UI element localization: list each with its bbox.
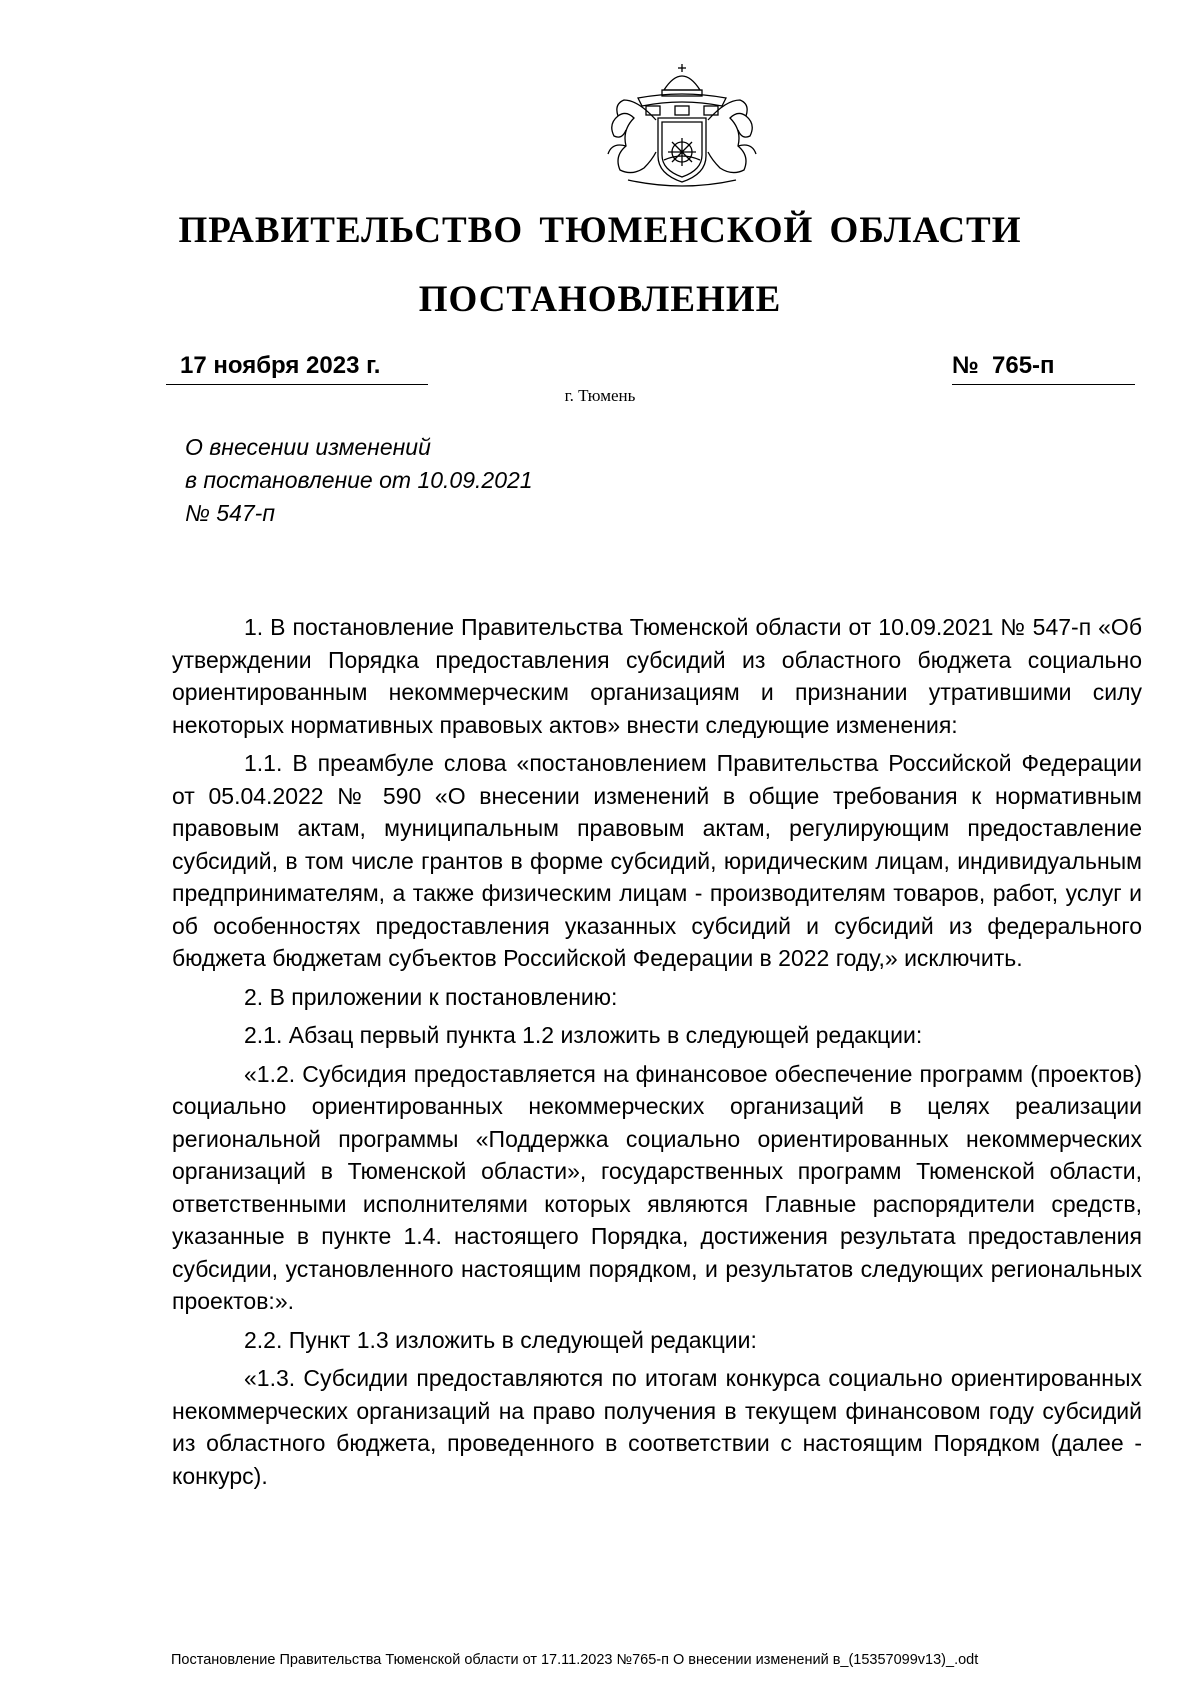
city-name: г. Тюмень bbox=[564, 386, 636, 405]
body-paragraph: 2. В приложении к постановлению: bbox=[244, 983, 618, 1010]
page-footer: Постановление Правительства Тюменской области от 17.11.2023 №765-п О внесении изменений в_(15357099v13)_.odt bbox=[171, 1652, 979, 1668]
document-date: 17 ноября 2023 г. bbox=[180, 352, 381, 379]
government-title: ПРАВИТЕЛЬСТВО ТЮМЕНСКОЙ ОБЛАСТИ bbox=[178, 210, 1022, 251]
subject-line: О внесении изменений bbox=[185, 434, 431, 460]
document-kind-title: ПОСТАНОВЛЕНИЕ bbox=[418, 279, 782, 320]
document-number-field bbox=[952, 352, 1135, 385]
document-body bbox=[172, 611, 1142, 1498]
subject-line: № 547-п bbox=[185, 500, 275, 526]
document-number: 765-п bbox=[992, 352, 1055, 379]
document-subject bbox=[185, 431, 533, 530]
body-paragraph: «1.3. Субсидии предоставляются по итогам конкурса социально ориентированных некоммерческих организаций на право получения в текущем финансовом году субсидий из областного бюджета, проведенного в соответствии с настоящим Порядком (далее - конкурс). bbox=[172, 1365, 1142, 1489]
document-date-field bbox=[166, 352, 428, 385]
body-paragraph: 1. В постановление Правительства Тюменской области от 10.09.2021 № 547-п «Об утверждении Порядка предоставления субсидий из областного бюджета социально ориентированным некоммерческим организациям и признании утратившими силу некоторых нормативных правовых актов» внести следующие изменения: bbox=[172, 614, 1142, 738]
body-paragraph: 2.1. Абзац первый пункта 1.2 изложить в следующей редакции: bbox=[244, 1022, 923, 1048]
body-paragraph: «1.2. Субсидия предоставляется на финансовое обеспечение программ (проектов) социально ориентированных некоммерческих организаций в целях реализации региональной программы «Поддержка социально ориентированных некоммерческих организаций в Тюменской области», государственных программ Тюменской области, ответственными исполнителями которых являются Главные распорядители средств, указанные в пункте 1.4. настоящего Порядка, достижения результата предоставления субсидии, установленного настоящим порядком, и результатов следующих региональных проектов:». bbox=[172, 1060, 1142, 1314]
coat-of-arms-emblem bbox=[598, 60, 766, 190]
body-paragraph: 1.1. В преамбуле слова «постановлением Правительства Российской Федерации от 05.04.2022 № 590 «О внесении изменений в общие требования к нормативным правовым актам, муниципальным правовым актам, регулирующим предоставление субсидий, в том числе грантов в форме субсидий, юридическим лицам, индивидуальным предпринимателям, а также физическим лицам - производителям товаров, работ, услуг и об особенностях предоставления указанных субсидий и субсидий из федерального бюджета бюджетам субъектов Российской Федерации в 2022 году,» исключить. bbox=[172, 750, 1142, 971]
body-paragraph: 2.2. Пункт 1.3 изложить в следующей редакции: bbox=[244, 1326, 757, 1353]
number-sign: № bbox=[952, 352, 979, 379]
subject-line: в постановление от 10.09.2021 bbox=[185, 467, 533, 493]
